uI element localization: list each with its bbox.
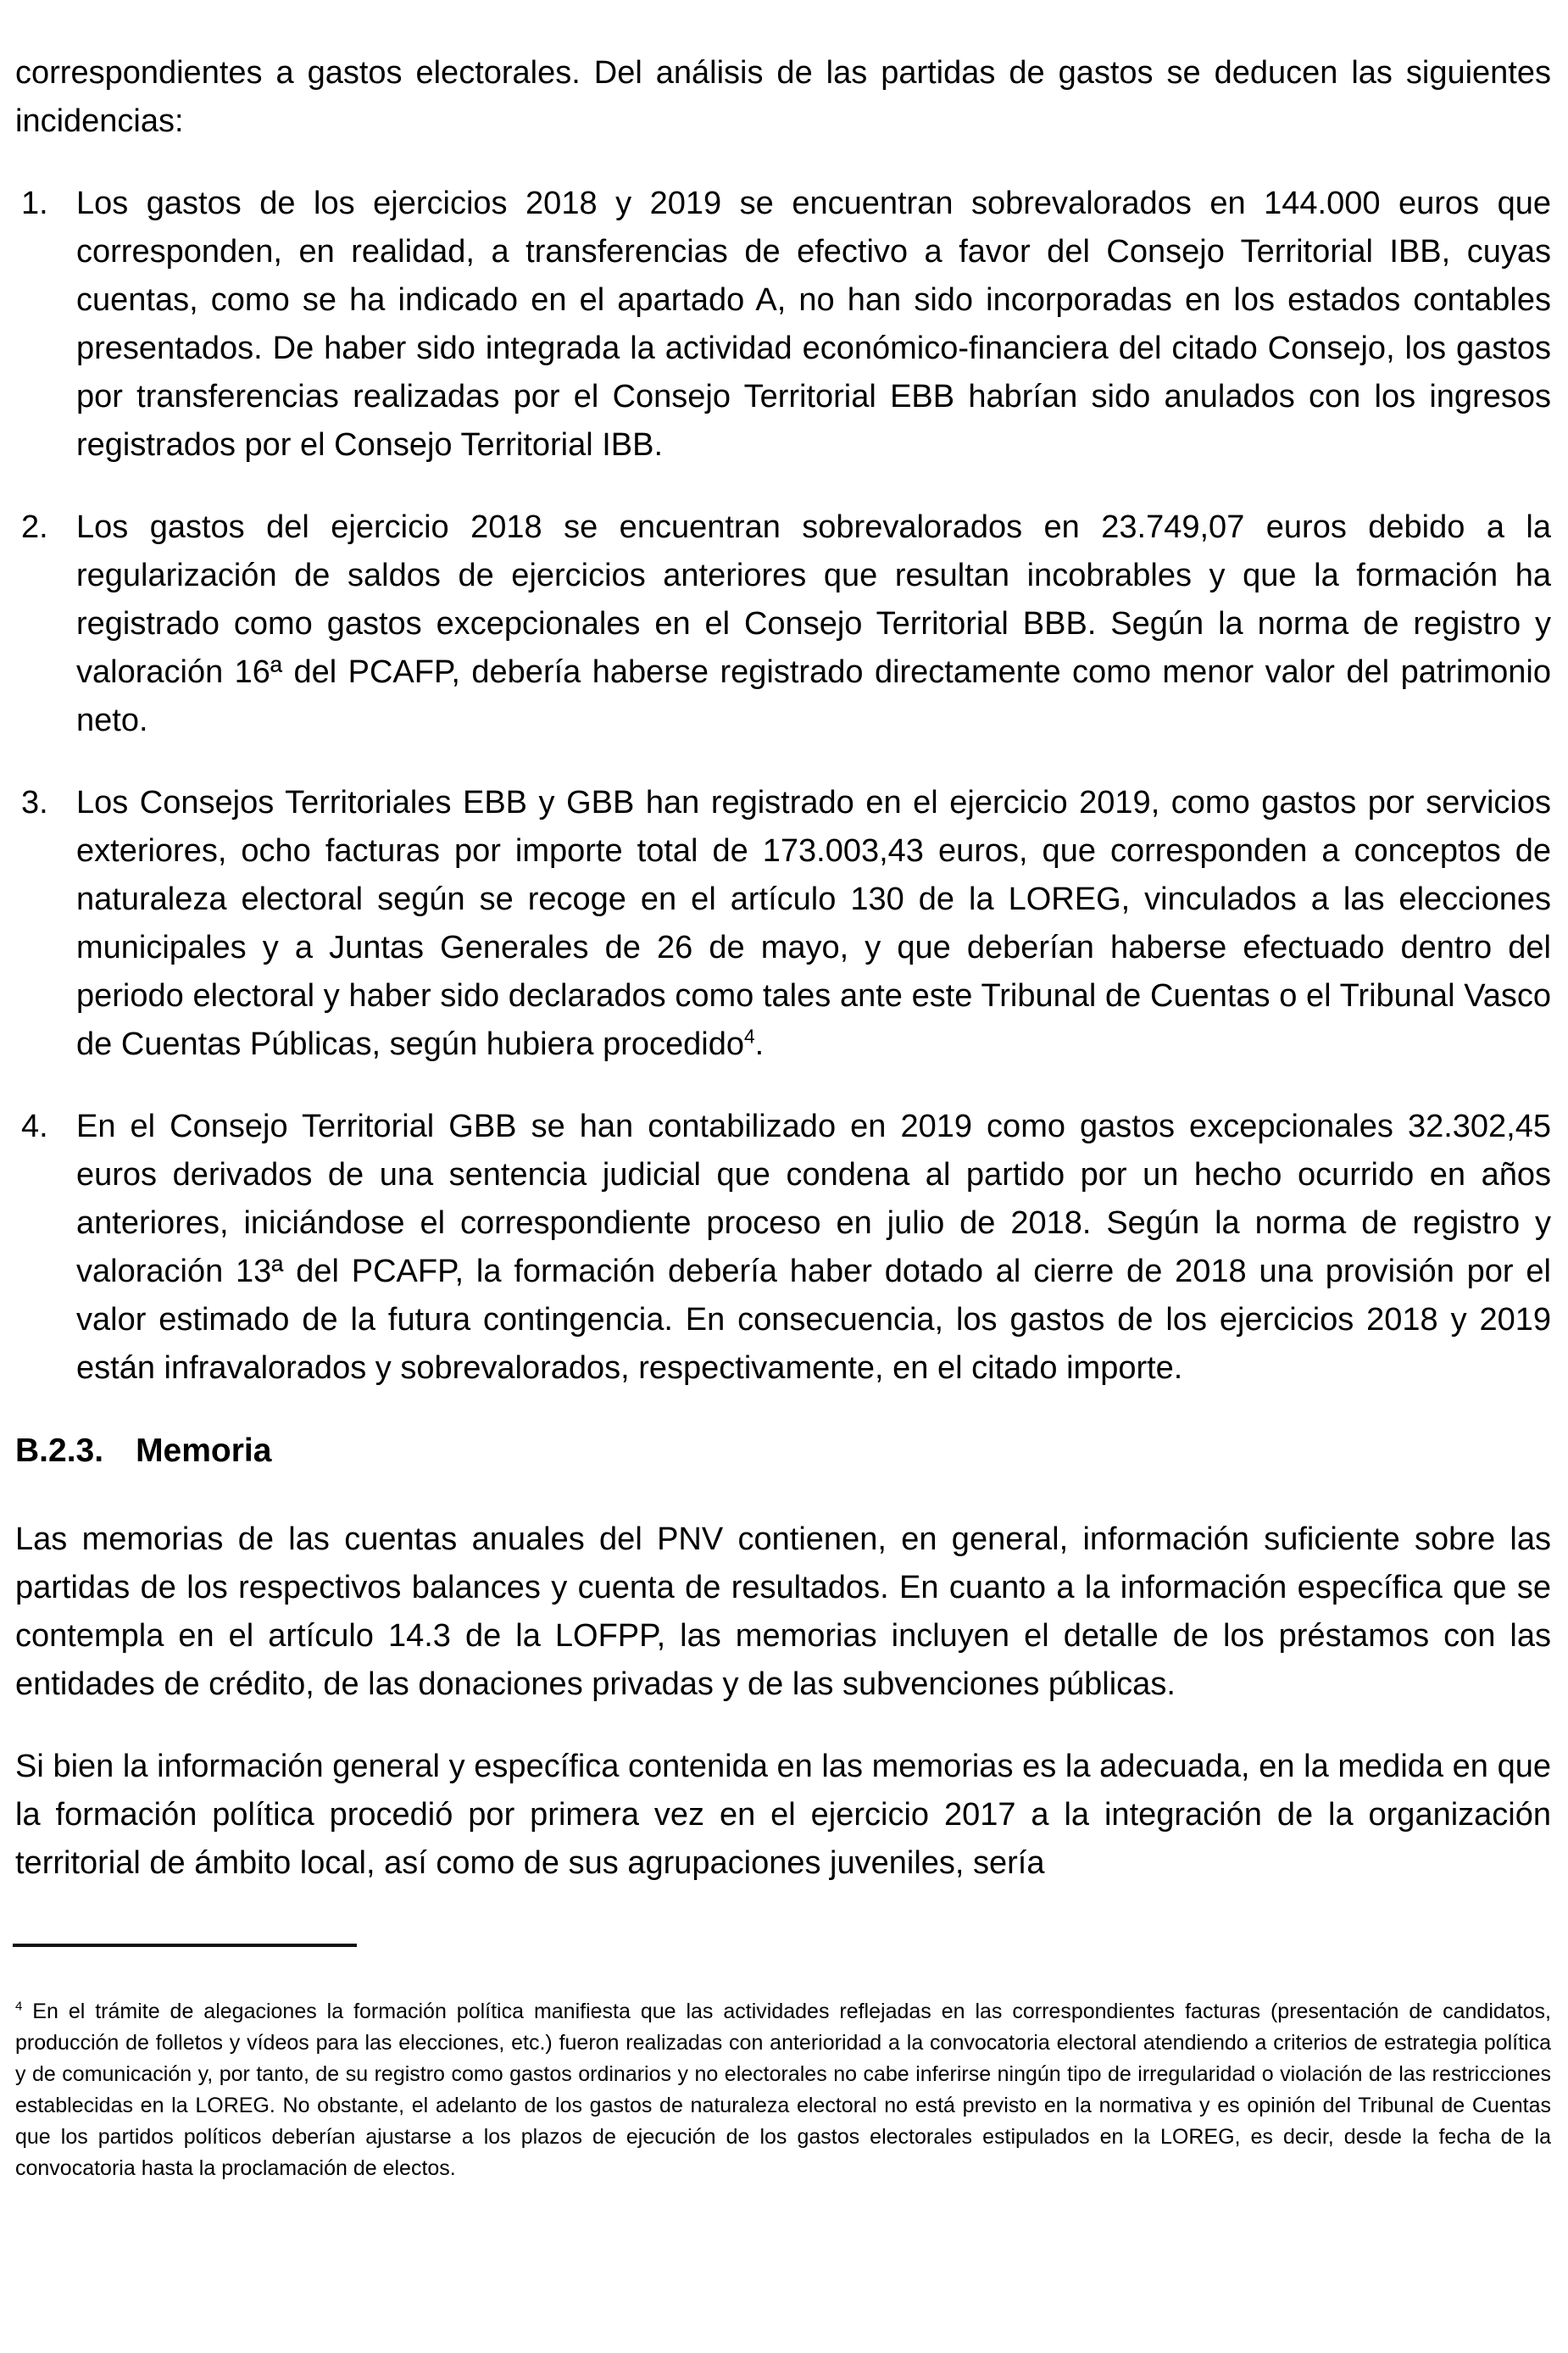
list-item-4-number: 4. — [21, 1109, 48, 1144]
list-item-3-number: 3. — [21, 785, 48, 820]
footnote-4-number: 4 — [15, 1999, 23, 2014]
list-item-4 — [15, 1103, 1551, 1393]
list-item-1-number: 1. — [21, 186, 48, 221]
footnote-4-text: En el trámite de alegaciones la formación política manifiesta que las actividades reflejadas en las correspondientes facturas (presentación de candidatos, producción de folletos y vídeos para las elecciones, etc.) fueron realizadas con anterioridad a la convocatoria electoral atendiendo a criterios de estrategia política y de comunicación y, por tanto, de su registro como gastos ordinarios y no electorales no cabe inferirse ningún tipo de irregularidad o violación de las restricciones establecidas en la LOREG. No obstante, el adelanto de los gastos de naturaleza electoral no está previsto en la normativa y es opinión del Tribunal de Cuentas que los partidos políticos deberían ajustarse a los plazos de ejecución de los gastos electorales estipulados en la LOREG, es decir, desde la fecha de la convocatoria hasta la proclamación de electos. — [15, 2000, 1551, 2180]
incidences-list — [15, 180, 1551, 1393]
section-heading-number: B.2.3. — [15, 1432, 104, 1469]
footnote-ref-4-marker: 4 — [743, 1025, 755, 1048]
section-heading-memoria — [15, 1427, 1551, 1475]
footnote-4 — [15, 1996, 1551, 2184]
list-item-3-text — [76, 779, 1551, 1069]
list-item-3 — [15, 779, 1551, 1069]
list-item-4-text: En el Consejo Territorial GBB se han contabilizado en 2019 como gastos excepcionales 32.302,45 euros derivados de una sentencia judicial que condena al partido por un hecho ocurrido en años anteriores, iniciándose el correspondiente proceso en julio de 2018. Según la norma de registro y valoración 13ª del PCAFP, la formación debería haber dotado al cierre de 2018 una provisión por el valor estimado de la futura contingencia. En consecuencia, los gastos de los ejercicios 2018 y 2019 están infravalorados y sobrevalorados, respectivamente, en el citado importe. — [76, 1109, 1551, 1386]
section-heading-title: Memoria — [136, 1432, 272, 1469]
list-item-1-text: Los gastos de los ejercicios 2018 y 2019 se encuentran sobrevalorados en 144.000 euros que corresponden, en realidad, a transferencias de efectivo a favor del Consejo Territorial IBB, cuyas cuentas, como se ha indicado en el apartado A, no han sido incorporadas en los estados contables presentados. De haber sido integrada la actividad económico-financiera del citado Consejo, los gastos por transferencias realizadas por el Consejo Territorial EBB habrían sido anulados con los ingresos registrados por el Consejo Territorial IBB. — [76, 186, 1551, 463]
memoria-paragraph-1: Las memorias de las cuentas anuales del PNV contienen, en general, información suficiente sobre las partidas de los respectivos balances y cuenta de resultados. En cuanto a la información específica que se contempla en el artículo 14.3 de la LOFPP, las memorias incluyen el detalle de los préstamos con las entidades de crédito, de las donaciones privadas y de las subvenciones públicas. — [15, 1521, 1551, 1702]
list-item-3-text-main: Los Consejos Territoriales EBB y GBB han registrado en el ejercicio 2019, como gastos por servicios exteriores, ocho facturas por importe total de 173.003,43 euros, que corresponden a conceptos de naturaleza electoral según se recoge en el artículo 130 de la LOREG, vinculados a las elecciones municipales y a Juntas Generales de 26 de mayo, y que deberían haberse efectuado dentro del periodo electoral y haber sido declarados como tales ante este Tribunal de Cuentas o el Tribunal Vasco de Cuentas Públicas, según hubiera procedido — [76, 785, 1551, 1062]
list-item-2-number: 2. — [21, 509, 48, 545]
intro-paragraph: correspondientes a gastos electorales. Del análisis de las partidas de gastos se deducen las siguientes incidencias: — [15, 55, 1551, 139]
memoria-paragraph-2: Si bien la información general y específica contenida en las memorias es la adecuada, en la medida en que la formación política procedió por primera vez en el ejercicio 2017 a la integración de la organización territorial de ámbito local, así como de sus agrupaciones juveniles, sería — [15, 1749, 1551, 1881]
list-item-2-text: Los gastos del ejercicio 2018 se encuentran sobrevalorados en 23.749,07 euros debido a la regularización de saldos de ejercicios anteriores que resultan incobrables y que la formación ha registrado como gastos excepcionales en el Consejo Territorial BBB. Según la norma de registro y valoración 16ª del PCAFP, debería haberse registrado directamente como menor valor del patrimonio neto. — [76, 509, 1551, 738]
list-item-3-text-end: . — [754, 1026, 765, 1062]
list-item-2 — [15, 503, 1551, 745]
list-item-1 — [15, 180, 1551, 470]
footnote-separator-rule — [13, 1944, 357, 1947]
